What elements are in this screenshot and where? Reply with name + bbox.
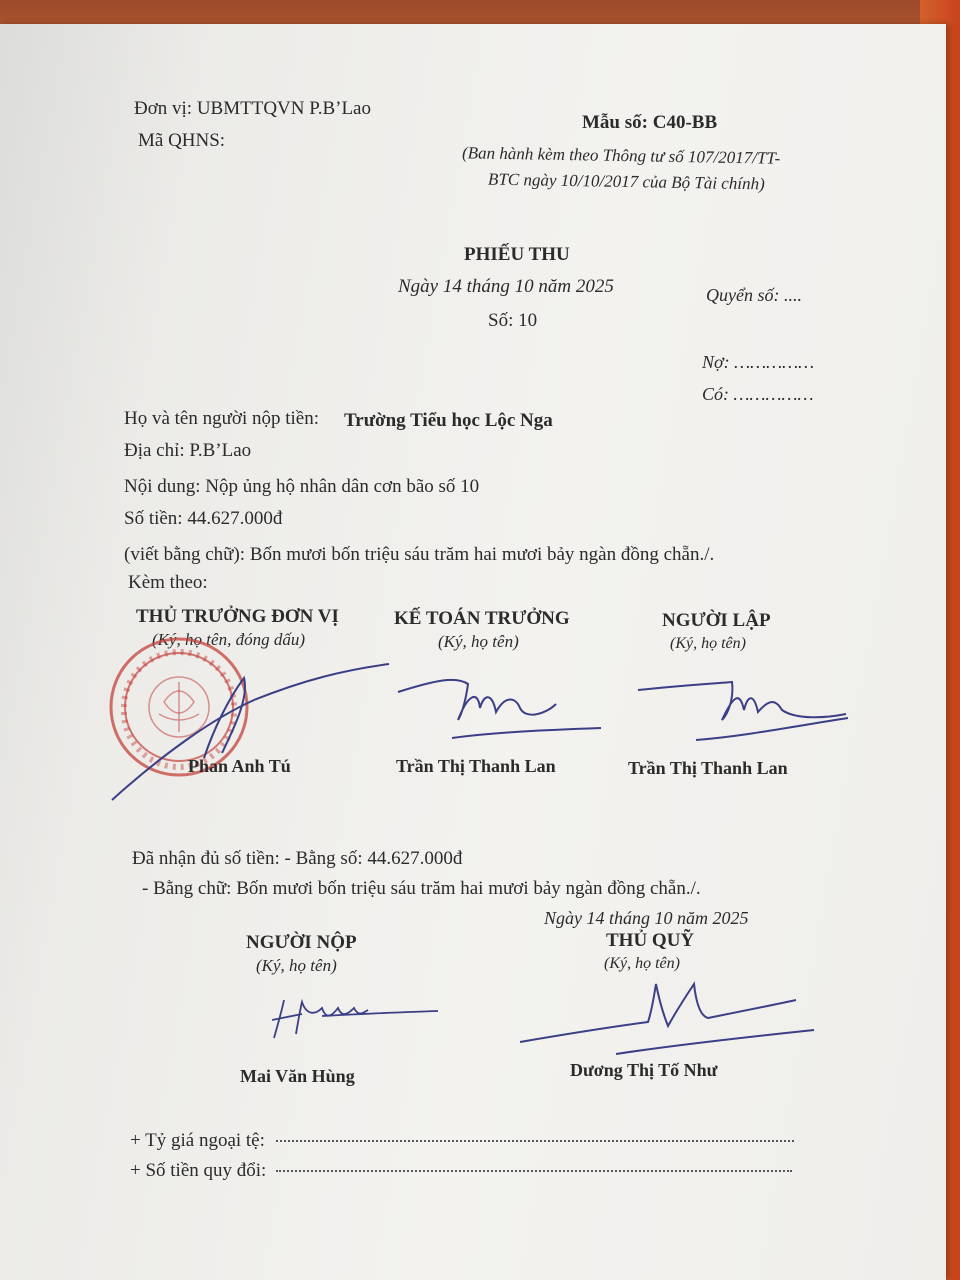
unit-label: Đơn vị: UBMTTQVN P.B’Lao xyxy=(134,98,371,119)
converted-amount-line xyxy=(276,1170,792,1172)
cashier-note: (Ký, họ tên) xyxy=(604,955,680,972)
head-signature xyxy=(104,658,394,808)
credit-field: Có: …………… xyxy=(702,384,814,404)
receipt-number: Số: 10 xyxy=(488,310,538,331)
form-basis-line2: BTC ngày 10/10/2017 của Bộ Tài chính) xyxy=(487,169,765,194)
payer-label: Họ và tên người nộp tiền: xyxy=(124,408,320,429)
attachments: Kèm theo: xyxy=(128,572,208,593)
head-note: (Ký, họ tên, đóng dấu) xyxy=(152,630,305,649)
receipt-title: PHIẾU THU xyxy=(464,244,570,265)
exchange-rate-line xyxy=(276,1140,794,1142)
qhns-label: Mã QHNS: xyxy=(138,130,226,151)
received-words: - Bằng chữ: Bốn mươi bốn triệu sáu trăm hai mươi bảy ngàn đồng chẵn./. xyxy=(142,878,701,899)
preparer-name: Trần Thị Thanh Lan xyxy=(628,758,788,778)
accountant-signature xyxy=(396,664,606,744)
payer-name: Trường Tiểu học Lộc Nga xyxy=(344,410,553,431)
amount: Số tiền: 44.627.000đ xyxy=(124,508,283,529)
form-code: Mẫu số: C40-BB xyxy=(582,112,718,133)
content: Nội dung: Nộp ủng hộ nhân dân cơn bão số 10 xyxy=(124,476,480,497)
preparer-signature xyxy=(636,664,856,744)
debit-field: Nợ: …………… xyxy=(702,352,815,372)
address: Địa chỉ: P.B’Lao xyxy=(124,440,252,461)
amount-words: (viết bằng chữ): Bốn mươi bốn triệu sáu trăm hai mươi bảy ngàn đồng chẵn./. xyxy=(124,544,715,565)
preparer-note: (Ký, họ tên) xyxy=(670,635,746,652)
received-line: Đã nhận đủ số tiền: - Bằng số: 44.627.000đ xyxy=(132,848,463,869)
receipt-date: Ngày 14 tháng 10 năm 2025 xyxy=(398,276,614,297)
accountant-name: Trần Thị Thanh Lan xyxy=(396,756,556,776)
cashier-name: Dương Thị Tố Như xyxy=(570,1060,718,1080)
book-number: Quyển số: .... xyxy=(706,285,802,305)
accountant-title: KẾ TOÁN TRƯỞNG xyxy=(394,608,570,629)
head-title: THỦ TRƯỞNG ĐƠN VỊ xyxy=(136,606,339,627)
form-basis-line1: (Ban hành kèm theo Thông tư số 107/2017/TT- xyxy=(461,143,781,168)
payer-signature xyxy=(262,994,442,1044)
payer-name: Mai Văn Hùng xyxy=(240,1066,355,1086)
payer-note: (Ký, họ tên) xyxy=(256,956,337,975)
preparer-title: NGƯỜI LẬP xyxy=(662,610,771,631)
receipt-date-bottom: Ngày 14 tháng 10 năm 2025 xyxy=(544,908,749,928)
converted-amount-label: + Số tiền quy đổi: xyxy=(130,1160,267,1181)
exchange-rate-label: + Tỷ giá ngoại tệ: xyxy=(130,1130,265,1151)
payer-title: NGƯỜI NỘP xyxy=(246,932,357,953)
head-name: Phan Anh Tú xyxy=(188,756,291,776)
cashier-signature xyxy=(518,976,818,1060)
accountant-note: (Ký, họ tên) xyxy=(438,632,519,651)
cashier-title: THỦ QUỸ xyxy=(606,930,695,951)
